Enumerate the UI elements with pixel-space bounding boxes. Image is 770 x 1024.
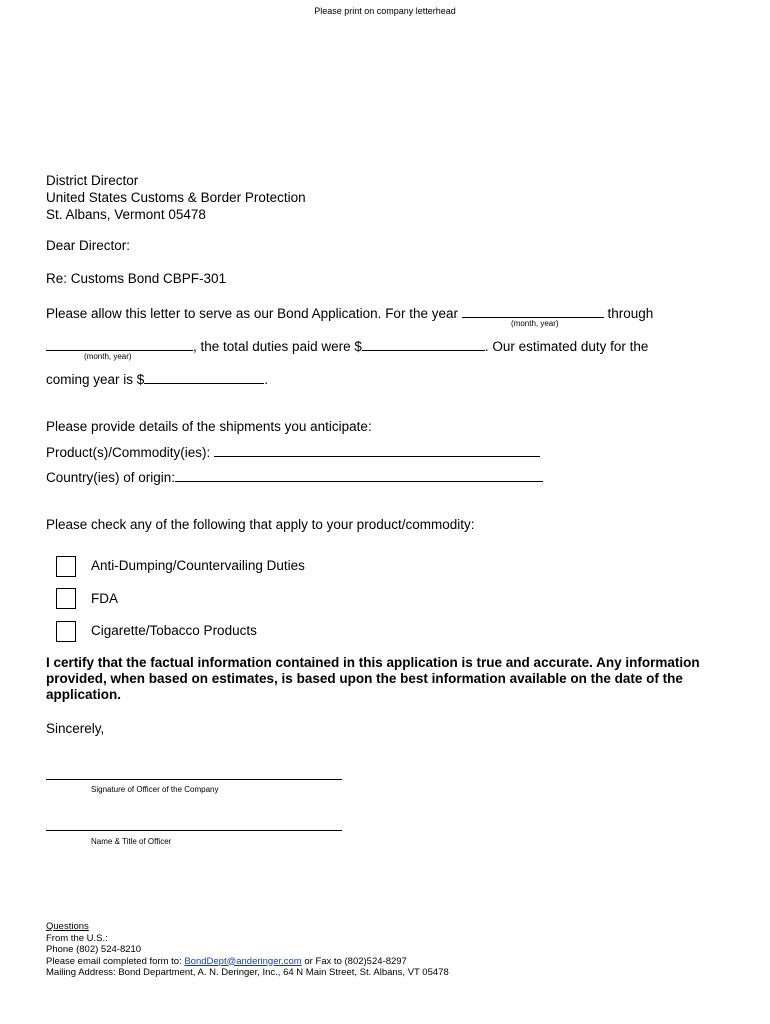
- salutation: Dear Director:: [46, 238, 131, 253]
- mailing-address: Mailing Address: Bond Department, A. N. Deringer, Inc., 64 N Main Street, St. Albans, VT 05478: [46, 967, 449, 978]
- year-to-field[interactable]: [46, 337, 193, 351]
- bond-paragraph-line-3: [46, 370, 268, 388]
- tobacco-checkbox[interactable]: [56, 621, 76, 642]
- closing: Sincerely,: [46, 721, 105, 736]
- country-row: [46, 468, 543, 486]
- fda-checkbox[interactable]: [56, 588, 76, 609]
- checks-intro: Please check any of the following that apply to your product/commodity:: [46, 517, 475, 532]
- email-prefix: Please email completed form to:: [46, 955, 185, 967]
- recipient-address: [46, 173, 306, 223]
- tobacco-label: Cigarette/Tobacco Products: [91, 623, 257, 638]
- products-row: [46, 443, 540, 461]
- country-field[interactable]: [175, 468, 543, 482]
- products-label: Product(s)/Commodity(ies):: [46, 445, 211, 460]
- anti-dumping-checkbox[interactable]: [56, 556, 76, 577]
- coming-year-text: coming year is $: [46, 372, 145, 387]
- year-from-field[interactable]: [462, 304, 604, 318]
- shipments-intro: Please provide details of the shipments you anticipate:: [46, 419, 372, 434]
- duties-paid-text: , the total duties paid were $: [193, 339, 362, 354]
- products-field[interactable]: [214, 443, 540, 457]
- fda-label: FDA: [91, 591, 118, 606]
- month-year-hint-1: (month, year): [511, 319, 559, 328]
- address-line-3: St. Albans, Vermont 05478: [46, 207, 206, 222]
- bond-paragraph-line-2: [46, 337, 648, 355]
- questions-heading: Questions: [46, 921, 89, 932]
- name-title-label: Name & Title of Officer: [91, 837, 172, 846]
- country-label: Country(ies) of origin:: [46, 470, 176, 485]
- bond-paragraph-start: Please allow this letter to serve as our Bond Application. For the year: [46, 306, 458, 321]
- address-line-2: United States Customs & Border Protection: [46, 190, 306, 205]
- estimated-duty-field[interactable]: [144, 370, 264, 384]
- phone: Phone (802) 524-8210: [46, 944, 142, 955]
- anti-dumping-label: Anti-Dumping/Countervailing Duties: [91, 558, 305, 573]
- letterhead-note: Please print on company letterhead: [314, 6, 456, 16]
- through-text: through: [607, 306, 654, 321]
- certification-statement: I certify that the factual information contained in this application is true and accurate. Any information provided, when based on estimates, is based upon the best information available on the date of the application.: [46, 655, 700, 702]
- bond-paragraph-line-1: [46, 304, 653, 322]
- footer-contact: [46, 921, 449, 979]
- subject-line: Re: Customs Bond CBPF-301: [46, 271, 227, 286]
- from-us: From the U.S.:: [46, 932, 108, 944]
- email-line: [46, 956, 449, 968]
- period: .: [264, 372, 269, 387]
- address-line-1: District Director: [46, 173, 139, 188]
- email-link[interactable]: BondDept@anderinger.com: [184, 955, 302, 967]
- estimated-duty-text: . Our estimated duty for the: [484, 339, 649, 354]
- fax-text: or Fax to (802)524-8297: [301, 955, 407, 967]
- month-year-hint-2: (month, year): [84, 352, 132, 361]
- name-title-line[interactable]: [46, 830, 342, 831]
- signature-label: Signature of Officer of the Company: [91, 785, 219, 794]
- duties-paid-field[interactable]: [362, 337, 485, 351]
- signature-line[interactable]: [46, 779, 342, 780]
